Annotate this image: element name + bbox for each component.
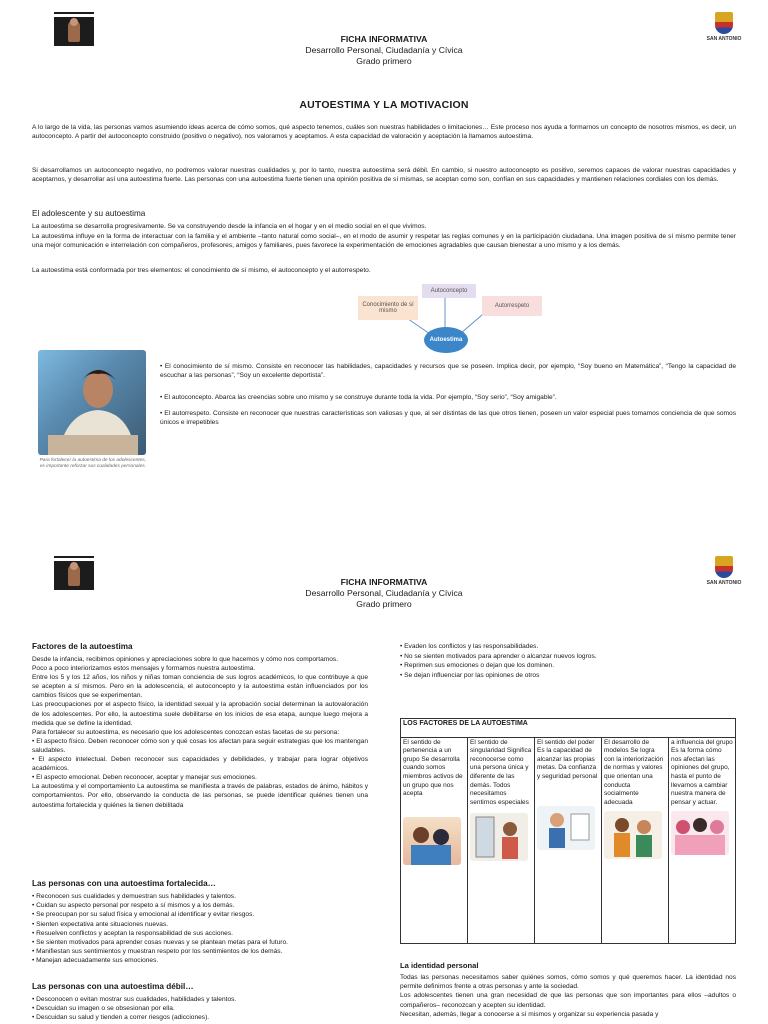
table-cell-modelos [602,737,669,943]
influence-illustration [671,811,729,855]
list-item: • Reconocen sus cualidades y demuestran sus habilidades y talentos. [32,893,236,900]
header-subject: Desarrollo Personal, Ciudadanía y Cívica [305,45,463,55]
crest-label: SAN ANTONIO [706,36,742,42]
factores-heading: Factores de la autoestima [32,642,133,651]
identidad-paragraph: Los adolescentes tienen una gran necesidad de que las personas que son importantes para ellos –adultos o compañeros– reconozcan y acepten su identidad. [400,992,736,1009]
identidad-heading: La identidad personal [400,961,479,970]
list-item: • Sienten expectativa ante situaciones nuevas. [32,920,169,928]
list-item: • Se dejan influenciar por las opiniones de otros [400,671,540,679]
factores-paragraph: • El aspecto físico. Deben reconocer cómo son y qué cosas los afectan para seguir estrategias que los mantengan saludables. [32,737,368,754]
cell-text: El sentido de singularidad Significa reconocerse como una persona única y diferente de las demás. Todos necesitamos sentirnos especiales [470,738,532,806]
page1-header [0,34,768,67]
header-title-2: FICHA INFORMATIVA [340,577,428,587]
list-item: • Se preocupan por su salud física y emocional al identificar y evitar riesgos. [32,911,255,919]
list-item: • Descuidan su salud y tienden a correr riesgos (adicciones). [32,1014,210,1022]
list-item: • Reprimen sus emociones o dejan que los dominen. [400,662,555,670]
intro-paragraph-1: A lo largo de la vida, las personas vamos asumiendo ideas acerca de cómo somos, qué aspecto tenemos, cuáles son nuestras habilidades o limitaciones… Este proceso nos ayuda a formarnos un concepto de nosotros mismos, es decir, un autoconcepto. A partir del autoconcepto construido (positivo o negativo), nos valoramos y aceptamos. A esta capacidad de valoración y aceptación la llamamos autoestima. [32,124,736,141]
goal-illustration [537,806,595,850]
cell-text: El sentido de pertenencia a un grupo Se desarrolla cuando somos miembros activos de un grupo que nos acepta [403,738,463,798]
identidad-paragraph: Necesitan, además, llegar a conocerse a sí mismos y organizar su experiencia pasada y [400,1010,659,1018]
list-item: • Cuidan su aspecto personal por respeto a sí mismos y a los demás. [32,902,235,910]
list-item: • Se sienten motivados para aprender cosas nuevas y se plantean metas para el futuro. [32,939,288,947]
bullet-conocimiento: • El conocimiento de sí mismo. Consiste en reconocer las habilidades, capacidades y recursos que se poseen. Implica decir, por ejemplo, “Soy bueno en Matemática”, “Tengo la capacidad de escuchar a las personas”, “Soy un excelente deportista”. [160,363,736,380]
header-grade: Grado primero [356,56,412,66]
factores-body [32,655,368,810]
table-header: LOS FACTORES DE LA AUTOESTIMA [401,719,736,738]
mirror-illustration [470,813,528,861]
header-title: FICHA INFORMATIVA [340,34,428,44]
table-cell-singularidad [468,737,535,943]
section-heading-adolescente: El adolescente y su autoestima [32,209,146,218]
factores-paragraph: La autoestima y el comportamiento La autoestima se manifiesta a través de palabras, estados de ánimo, hábitos y comportamientos. Por ello, observando la conducta de las personas, se puede identificar quiénes tienen una autoestima fortalecida y quiénes la tienen debilitada [32,783,368,809]
list-item: • Manejan adecuadamente sus emociones. [32,957,159,965]
fortalecida-list [32,892,368,966]
list-item: • No se sienten motivados para aprender o alcanzar nuevos logros. [400,652,597,660]
node-conocimiento: Conocimiento de sí mismo [358,296,418,320]
factores-paragraph: • El aspecto emocional. Deben reconocer, aceptar y manejar sus emociones. [32,774,257,782]
table-cell-influencia [669,737,736,943]
section-paragraph-1: La autoestima se desarrolla progresivamente. Se va construyendo desde la infancia en el hogar y en el medio social en el que vivimos. [32,223,427,230]
intro-paragraph-2: Si desarrollamos un autoconcepto negativo, no podremos valorar nuestras cualidades y, por lo tanto, nuestra autoestima será débil. En cambio, si nuestro autoconcepto es positivo, seremos capaces de valorar nuestras capacidades y aceptarnos, y desarrollar así una autoestima fuerte. Las personas con una autoestima fuerte tienen una opinión positiva de sí mismas, se aceptan como son, confían en sus capacidades y mantienen relaciones cordiales con los demás. [32,167,736,184]
list-item: • Evaden los conflictos y las responsabilidades. [400,643,539,650]
fortalecida-heading: Las personas con una autoestima fortalecida… [32,879,216,888]
list-item: • Resuelven conflictos y aceptan la responsabilidad de sus acciones. [32,929,233,937]
factores-paragraph: • El aspecto intelectual. Deben reconocer sus capacidades y debilidades, y trabajar para lograr objetivos académicos. [32,756,368,773]
page2-header [0,577,768,610]
list-item: • Descuidan su imagen o se obsesionan por ella. [32,1005,175,1013]
factores-paragraph: Poco a poco interiorizamos estos mensajes y formamos nuestra autoestima. [32,665,256,673]
list-item: • Desconocen o evitan mostrar sus cualidades, habilidades y talentos. [32,996,237,1003]
node-autorrespeto: Autorrespeto [482,296,542,316]
debil-heading: Las personas con una autoestima débil… [32,982,194,991]
header-subject-2: Desarrollo Personal, Ciudadanía y Cívica [305,588,463,598]
factores-table [400,718,736,944]
list-item: • Manifiestan sus sentimientos y muestran respeto por los sentimientos de los demás. [32,948,283,956]
debil-list-continued [400,642,736,680]
factores-paragraph: Entre los 5 y los 12 años, los niños y niñas toman conciencia de sus logros académicos, lo que contribuye a que se acepten a sí mismos. Pero en la adolescencia, el autoconcepto y la autoestima están influenciados por los cambios físicos que se experimentan. [32,674,368,700]
factores-paragraph: Desde la infancia, recibimos opiniones y apreciaciones sobre lo que hacemos y cómo nos comportamos. [32,656,339,663]
section-paragraph-2: La autoestima influye en la forma de interactuar con la familia y el ambiente –tanto natural como social–, en el modo de asumir y respetar las reglas comunes y en la participación ciudadana. Una imagen positiva de sí mismo permite tener una mejor comunicación e interrelación con compañeros, profesores, amigos y familiares, pues favorece la experimentación de emociones agradables que causan bienestar a uno mismo y a los demás. [32,233,736,250]
cell-text: El sentido del poder Es la capacidad de alcanzar las propias metas. Da confianza y seguridad personal [537,738,598,780]
debil-list [32,995,368,1023]
cell-text: a influencia del grupo Es la forma cómo nos afectan las opiniones del grupo, hasta el punto de llevarnos a cambiar nuestra manera de pensar y actuar. [671,738,733,806]
cell-text: El desarrollo de modelos Se logra con la interiorización de normas y valores que orientan una conducta socialmente adecuada [604,738,664,806]
factores-paragraph: Para fortalecer su autoestima, es necesario que los adolescentes conozcan estas facetas de su persona: [32,728,340,736]
bullet-autorrespeto: • El autorrespeto. Consiste en reconocer que nuestras características son valiosas y que, al ser distintas de las que otros tienen, poseen un valor especial pues tomamos conciencia de que somos únicos e irrepetibles [160,410,736,427]
bullet-autoconcepto: • El autoconcepto. Abarca las creencias sobre uno mismo y se construye durante toda la vida. Por ejemplo, “Soy serio”, “Soy amigable”. [160,394,557,401]
page1-title: AUTOESTIMA Y LA MOTIVACION [299,99,469,111]
header-grade-2: Grado primero [356,599,412,609]
node-autoestima-center: Autoestima [424,327,468,353]
group-illustration [403,817,461,865]
crest-label-2: SAN ANTONIO [706,580,742,586]
teen-photo [38,350,146,455]
section-paragraph-3: La autoestima está conformada por tres elementos: el conocimiento de sí mismo, el autoconcepto y el autorrespeto. [32,267,371,274]
table-cell-pertenencia [401,737,468,943]
models-illustration [604,811,662,859]
table-cell-poder [535,737,602,943]
factores-paragraph: Las preocupaciones por el aspecto físico, la identidad sexual y la aprobación social determinan la autovaloración de los adolescentes. Por ello, la autoestima suele debilitarse en los inicios de esa etapa, aunque luego mejora a medida que se define la identidad. [32,701,368,727]
node-autoconcepto: Autoconcepto [422,284,476,298]
identidad-body [400,973,736,1019]
photo-caption: Para fortalecer la autoestima de los adolescentes, es importante reforzar sus cualidades personales. [39,458,146,469]
identidad-paragraph: Todas las personas necesitamos saber quiénes somos, cómo somos y qué queremos hacer. La identidad nos permite definirnos frente a otras personas y ante la sociedad. [400,974,736,991]
